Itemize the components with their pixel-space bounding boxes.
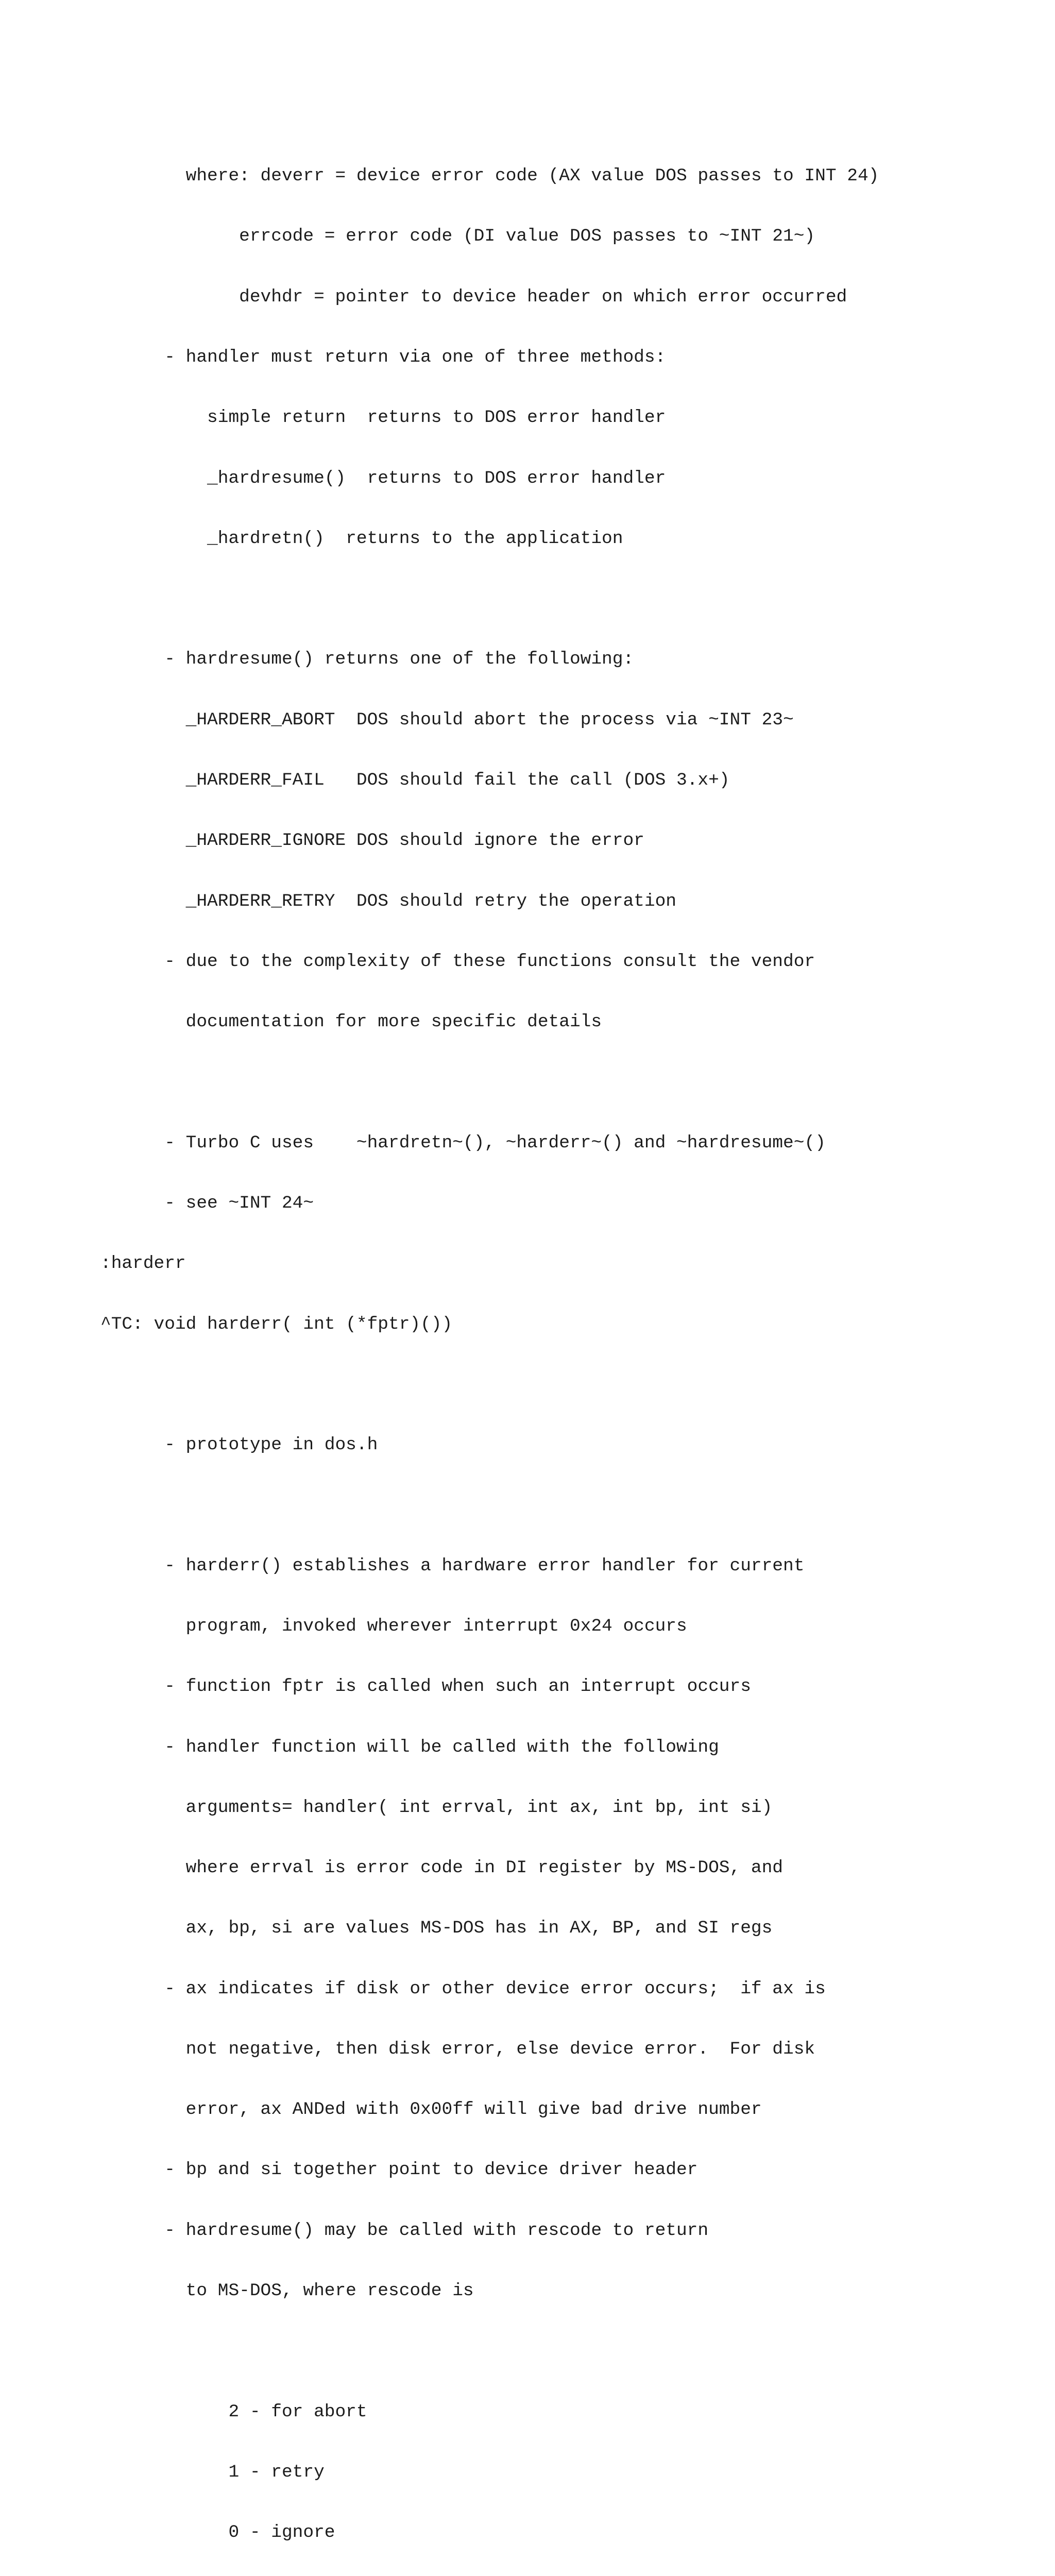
text-line: 0 - ignore xyxy=(100,2522,335,2543)
text-line: - harderr() establishes a hardware error handler for current xyxy=(100,1555,805,1576)
text-line: - ax indicates if disk or other device error occurs; if ax is xyxy=(100,1978,826,1999)
text-line: _hardresume() returns to DOS error handler xyxy=(100,468,666,488)
text-line: not negative, then disk error, else device error. For disk xyxy=(100,2039,815,2059)
text-line: - Turbo C uses ~hardretn~(), ~harderr~() and ~hardresume~() xyxy=(100,1132,826,1153)
text-line: _HARDERR_IGNORE DOS should ignore the error xyxy=(100,831,644,851)
text-line: devhdr = pointer to device header on which error occurred xyxy=(100,286,847,307)
text-line: - prototype in dos.h xyxy=(100,1435,378,1455)
text-line: - bp and si together point to device driver header xyxy=(100,2160,698,2180)
text-line: error, ax ANDed with 0x00ff will give bad drive number xyxy=(100,2099,762,2120)
blank-line xyxy=(100,589,879,609)
text-line: simple return returns to DOS error handler xyxy=(100,408,666,428)
text-line: 1 - retry xyxy=(100,2462,325,2482)
text-line: - due to the complexity of these functions consult the vendor xyxy=(100,951,815,972)
function-signature: ^TC: void harderr( int (*fptr)()) xyxy=(100,1314,453,1334)
text-line: _HARDERR_RETRY DOS should retry the operation xyxy=(100,891,676,911)
text-line: where: deverr = device error code (AX value DOS passes to INT 24) xyxy=(100,166,879,187)
text-line: - function fptr is called when such an interrupt occurs xyxy=(100,1676,751,1697)
blank-line xyxy=(100,2341,879,2361)
text-line: where errval is error code in DI register by MS-DOS, and xyxy=(100,1858,784,1878)
blank-line xyxy=(100,1375,879,1395)
text-line: program, invoked wherever interrupt 0x24 occurs xyxy=(100,1616,687,1636)
text-line: - handler function will be called with the following xyxy=(100,1737,719,1757)
text-line: - hardresume() returns one of the following: xyxy=(100,649,634,670)
blank-line xyxy=(100,1495,879,1515)
topic-heading: :harderr xyxy=(100,1253,186,1274)
text-line: - see ~INT 24~ xyxy=(100,1193,314,1213)
document-text xyxy=(100,126,879,2576)
text-line: ax, bp, si are values MS-DOS has in AX, BP, and SI regs xyxy=(100,1918,773,1939)
text-line: _HARDERR_FAIL DOS should fail the call (DOS 3.x+) xyxy=(100,770,730,790)
text-line: _HARDERR_ABORT DOS should abort the process via ~INT 23~ xyxy=(100,709,794,730)
text-line: - hardresume() may be called with rescode to return xyxy=(100,2220,709,2241)
text-line: documentation for more specific details xyxy=(100,1012,602,1032)
text-line: _hardretn() returns to the application xyxy=(100,528,623,549)
text-line: to MS-DOS, where rescode is xyxy=(100,2281,474,2301)
text-line: - handler must return via one of three methods: xyxy=(100,347,666,368)
blank-line xyxy=(100,1072,879,1092)
text-line: errcode = error code (DI value DOS passes to ~INT 21~) xyxy=(100,226,815,247)
text-line: arguments= handler( int errval, int ax, int bp, int si) xyxy=(100,1797,773,1818)
text-line: 2 - for abort xyxy=(100,2401,367,2422)
